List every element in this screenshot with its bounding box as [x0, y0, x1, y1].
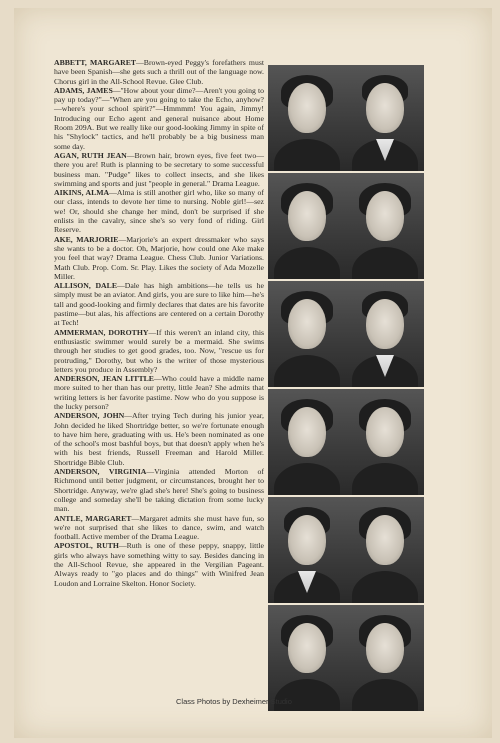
student-photo [268, 173, 346, 279]
biography-entry [54, 514, 264, 542]
student-photo [346, 65, 424, 171]
biography-text: —Ruth is one of these peppy, snappy, little girls who always have something witty to say. Besides dancing in the All-School Revue, she appeared in the Vergilian Pageant. Always ready to "go places and do things" with Winifred Jean Loudon and Lorraine Skelton. Honor Society. [54, 541, 265, 588]
biography-text: —Brown-eyed Peggy's forefathers must have been Spanish—she gets such a thrill out of the language now. Chorus girl in the All-School Revue. Glee Club. [54, 58, 265, 86]
biography-entry [54, 86, 264, 151]
student-name: ANDERSON, JEAN LITTLE [54, 374, 154, 384]
biography-text: —Dale has high ambitions—he tells us he simply must be an aviator. And girls, you are sure to like him—he's tall and good-looking and firmly declares that dates are his favorite pastime—but alas, his affections are centered on a certain Dorothy at Tech! [54, 281, 264, 328]
biography-entry [54, 281, 264, 327]
student-name: APOSTOL, RUTH [54, 541, 119, 551]
student-name: AIKINS, ALMA [54, 188, 110, 198]
biography-text: —"How about your dime?—Aren't you going to pay up today?"—"When are you going to take the Echo, anyhow?—where's your school spirit?"—Hmmmm! You again, Jimmy! Introducing our Echo agent and general nuisance about Home Room 209A. But we really like our good-looking Jimmy in spite of his "Shylock" tactics, and he'll probably be a big business man some day. [54, 85, 264, 151]
photo-credit: Class Photos by Dexheimer Studio [176, 697, 292, 706]
biography-entry [54, 467, 264, 513]
student-photo [346, 173, 424, 279]
biography-entry [54, 328, 264, 374]
student-name: ALLISON, DALE [54, 281, 117, 291]
student-name: AKE, MARJORIE [54, 234, 119, 244]
student-photo [268, 605, 346, 711]
student-name: ABBETT, MARGARET [54, 58, 137, 67]
biography-column [54, 58, 264, 588]
biography-text: —After trying Tech during his junior year, John decided he liked Shortridge better, so we're fortunate enough to have him here, graduating with us. He's been nominated as one of the school's most bashful boys, but that doesn't apply when he's with his best friends, Russell Freeman and Harold Miller. Shortridge Bible Club. [54, 411, 264, 467]
biography-text: —Brown hair, brown eyes, five feet two—there you are! Ruth is planning to be secretary to some successful business man. "Pudge" likes to collect insects, and she likes swimming and sports and just "people in general." Drama League. [54, 150, 265, 188]
student-photo [346, 389, 424, 495]
student-photo [268, 389, 346, 495]
biography-text: —Who could have a middle name more suited to her than has our pretty, little Jean? She admits that writing letters is her favorite pastime. Now who do you suppose is the lucky person? [54, 374, 264, 411]
student-name: ANDERSON, VIRGINIA [54, 467, 147, 477]
student-photo [268, 65, 346, 171]
student-photo [346, 605, 424, 711]
biography-entry [54, 188, 264, 234]
student-name: ADAMS, JAMES [54, 85, 113, 95]
biography-text: —If this weren't an inland city, this enthusiastic swimmer would surely be a mermaid. She swims through her studies to get good grades, too. Now, "rescue us for protruding," Dorothy, but who is the writer of those mysterious letters you produce in Assembly? [54, 327, 265, 374]
biography-entry [54, 151, 264, 188]
student-photo [268, 281, 346, 387]
biography-entry [54, 235, 264, 281]
student-photo [346, 497, 424, 603]
biography-text: —Margaret admits she must have fun, so we're not surprised that she likes to dance, swim, and watch football. Active member of the Drama League. [54, 513, 264, 542]
biography-entry [54, 374, 264, 411]
biography-entry [54, 411, 264, 467]
student-name: AGAN, RUTH JEAN [54, 150, 127, 160]
biography-entry [54, 541, 264, 587]
photo-grid [268, 65, 424, 711]
student-photo [268, 497, 346, 603]
yearbook-page [14, 8, 492, 738]
student-name: ANTLE, MARGARET [54, 513, 132, 523]
biography-text: —Virginia attended Morton of Richmond until better judgment, or circumstances, brought her to Shortridge. Anyway, we're glad she's here! She's going to business college and someday she'll be taking dictation from some lucky man. [54, 467, 264, 514]
biography-text: —Marjorie's an expert dressmaker who says she wants to be a doctor. Oh, Marjorie, how could one Ake make you feel that way? Drama League. Chess Club. Junior Variations. Math Club. Prop. Com. Sr. Play. Likes the society of Ada Mozelle Miller. [54, 234, 264, 281]
student-photo [346, 281, 424, 387]
biography-entry [54, 58, 264, 86]
biography-text: —Alma is still another girl who, like so many of our class, intends to devote her time to nursing. Noble girl!—sez we! Or, should she change her mind, don't be surprised if she enlists in the cavalry, since she's so very fond of riding. Girl Reserve. [54, 188, 264, 235]
student-name: AMMERMAN, DOROTHY [54, 327, 149, 337]
student-name: ANDERSON, JOHN [54, 411, 125, 421]
